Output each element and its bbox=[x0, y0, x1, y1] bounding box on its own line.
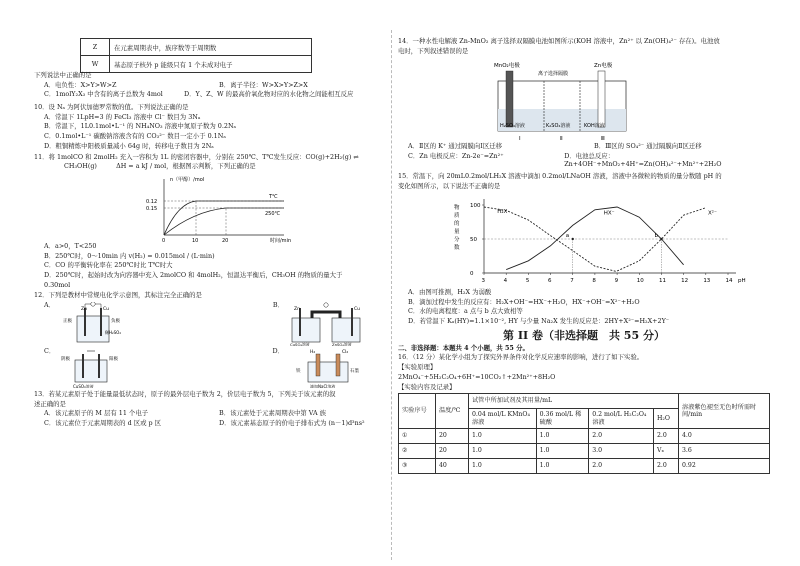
diagram-label: 正极 bbox=[63, 319, 73, 324]
question-12 bbox=[34, 292, 384, 388]
y-tick-label: 100 bbox=[470, 202, 481, 209]
question-stem: 10．设 Nₐ 为阿伏加德罗常数的值。下列说法正确的是 bbox=[34, 103, 189, 112]
table-cell: 20 bbox=[436, 444, 469, 459]
table-row bbox=[399, 429, 770, 444]
diagram-label: H₂ bbox=[310, 350, 316, 355]
y-tick-label: 0.12 bbox=[146, 198, 158, 205]
question-stem-cont: 变化如图所示，以下说法不正确的是 bbox=[398, 182, 501, 191]
question-stem-cont: 述正确的是 bbox=[34, 399, 66, 408]
x-axis-label: pH bbox=[738, 277, 746, 284]
table-cell: 1.0 bbox=[536, 429, 589, 444]
option-d-cont: 0.30mol bbox=[44, 280, 71, 289]
question-stem: 下列说法中正确的是 bbox=[34, 71, 92, 79]
question-11 bbox=[34, 154, 384, 290]
option-letter: A． bbox=[44, 301, 56, 309]
column-header: 0.36 mol/L 稀硫酸 bbox=[536, 409, 589, 429]
table-cell: 0.92 bbox=[679, 459, 770, 474]
y-axis-label-char: 的 bbox=[454, 220, 460, 227]
x-tick-label: 0 bbox=[162, 237, 166, 243]
question-15 bbox=[398, 173, 770, 325]
point-label: b bbox=[654, 232, 658, 239]
diagram-label: 滴加NaCl溶液 bbox=[310, 384, 336, 388]
element-description: 基态原子核外 p 能级只有 1 个未成对电子 bbox=[110, 56, 312, 73]
diagram-label: 阴极 bbox=[61, 357, 71, 362]
table-cell: ③ bbox=[399, 459, 436, 474]
option-d: D．250℃时，起始时改为向容器中充入 2molCO 和 4molH₂，恒温达平衡后，CH₃OH 的物质的量大于 bbox=[44, 270, 343, 279]
right-column bbox=[398, 38, 770, 474]
x-tick-label: 5 bbox=[525, 277, 530, 284]
galvanic-cell-b-diagram bbox=[284, 302, 374, 346]
table-cell: 3.0 bbox=[589, 444, 654, 459]
option-a: A．常温下 1LpH=3 的 FeCl₃ 溶液中 Cl⁻ 数目为 3Nₐ bbox=[44, 112, 201, 121]
option-a: A．a>0，T<250 bbox=[44, 241, 97, 250]
y-tick-label: 0.15 bbox=[146, 205, 158, 212]
part-title: 第 II 卷（非选择题 共 55 分） bbox=[503, 328, 665, 342]
option-letter: D． bbox=[272, 347, 284, 355]
table-cell: 2.0 bbox=[654, 459, 679, 474]
y-axis-label: n（甲醇）/mol bbox=[170, 176, 205, 183]
table-cell: 1.0 bbox=[469, 459, 537, 474]
option-d: D．粗铜精炼中阳极质量减小 64g 时，转移电子数目为 2Nₐ bbox=[44, 141, 214, 150]
table-row bbox=[81, 56, 312, 73]
section-heading: 二、非选择题：本题共 4 个小题，共 55 分。 bbox=[398, 343, 529, 352]
option-d bbox=[272, 348, 374, 388]
zone-label: Ⅰ bbox=[519, 136, 521, 143]
table-row bbox=[81, 39, 312, 56]
question-stem-cont: 电时，下列叙述错误的是 bbox=[398, 46, 469, 55]
diagram-label: Zn bbox=[294, 307, 300, 312]
diagram-label: Zn bbox=[81, 307, 87, 312]
option-c: C．水的电离程度：a 点与 b 点大致相等 bbox=[408, 307, 523, 316]
x-tick-label: 3 bbox=[481, 277, 485, 284]
option-a: A．由图可推测，H₂X 为弱酸 bbox=[408, 287, 492, 296]
solution-label: H₂SO₄溶液 bbox=[500, 123, 525, 130]
question-stem: 15．常温下，向 20mL0.2mol/LH₂X 溶液中滴加 0.2mol/LNaOH 溶液，溶液中各微粒的物质的量分数随 pH 的 bbox=[398, 172, 722, 181]
option-a bbox=[44, 302, 135, 346]
membrane-label: 离子选择隔膜 bbox=[538, 71, 569, 78]
table-cell: 1.0 bbox=[469, 444, 537, 459]
x-tick-label: 10 bbox=[636, 277, 644, 284]
option-a: A．该元素原子的 M 层有 11 个电子 bbox=[44, 409, 149, 418]
column-header: 实验序号 bbox=[399, 394, 436, 429]
solution-label: K₂SO₄溶液 bbox=[546, 123, 571, 130]
question-16-stem: 16．（12 分）某化学小组为了探究外界条件对化学反应速率的影响，进行了如下实验。 bbox=[398, 353, 644, 362]
column-header: 0.04 mol/L KMnO₄ 溶液 bbox=[469, 409, 537, 429]
question-9 bbox=[34, 72, 384, 101]
table-cell: 3.6 bbox=[679, 444, 770, 459]
option-b bbox=[273, 302, 374, 346]
x-tick-label: 12 bbox=[681, 277, 689, 284]
question-14 bbox=[398, 38, 770, 170]
table-cell: 1.0 bbox=[536, 459, 589, 474]
table-cell: 2.0 bbox=[654, 429, 679, 444]
question-stem: 11．将 1molCO 和 2molH₂ 充入一容积为 1L 的密闭容器中，分别在 250℃、T℃发生反应：CO(g)+2H₂(g) ⇌ bbox=[34, 152, 359, 161]
diagram-label: ZnSO₄溶液 bbox=[332, 342, 352, 346]
reaction-equation: 2MnO₄⁻+5H₂C₂O₄+6H⁺=10CO₂↑+2Mn²⁺+8H₂O bbox=[398, 372, 556, 381]
y-axis-label-char: 物 bbox=[454, 204, 460, 211]
question-stem: 13．若某元素原子处于能量最低状态时，原子的最外层电子数为 2，价层电子数为 5，下列关于该元素的叙 bbox=[34, 390, 336, 398]
zone-label: Ⅲ bbox=[601, 136, 605, 143]
column-header: 0.2 mol/L H₂C₂O₄ 溶液 bbox=[589, 409, 654, 429]
option-d: D．该元素基态原子的价电子排布式为 (n－1)d³ns² bbox=[219, 419, 365, 428]
element-symbol: W bbox=[81, 56, 110, 73]
solution-label: KOH溶液 bbox=[584, 123, 605, 130]
option-c: C．0.1mol•L⁻¹ 碳酸钠溶液含有的 CO₃²⁻ 数目一定小于 0.1Nₐ bbox=[44, 132, 226, 141]
option-letter: B． bbox=[272, 301, 284, 309]
option-c: C．1molY₂X₃ 中含有的离子总数为 4mol bbox=[44, 90, 163, 99]
option-a: A．Ⅱ区的 K⁺ 通过隔膜向Ⅰ区迁移 bbox=[408, 142, 502, 151]
column-header: 溶液紫色褪至无色时所需时间/min bbox=[679, 394, 770, 429]
option-b: B．滴加过程中发生的反应有：H₂X+OH⁻=HX⁻+H₂O，HX⁻+OH⁻=X²⁻+H₂O bbox=[408, 297, 640, 306]
column-header-group: 试管中所加试剂及其用量/mL bbox=[469, 394, 679, 409]
diagram-label: 铁 bbox=[296, 369, 301, 374]
x-tick-label: 14 bbox=[725, 277, 733, 284]
question-13 bbox=[34, 391, 384, 430]
series-label: X²⁻ bbox=[708, 210, 717, 217]
table-header-row bbox=[399, 394, 770, 409]
x-tick-label: 7 bbox=[570, 277, 574, 284]
principle-heading: 【实验原理】 bbox=[398, 363, 437, 372]
element-description: 在元素周期表中，族序数等于周期数 bbox=[110, 39, 312, 56]
x-axis-label: 时间/min bbox=[270, 237, 292, 243]
methanol-time-graph bbox=[134, 173, 314, 243]
option-c: C．Zn 电极反应：Zn-2e⁻=Zn²⁺ bbox=[408, 152, 504, 161]
series-line bbox=[484, 207, 617, 272]
diagram-label: CuSO₄溶液 bbox=[290, 342, 310, 346]
electrolysis-d-diagram bbox=[284, 348, 374, 388]
table-row bbox=[399, 444, 770, 459]
table-cell: 1.0 bbox=[469, 429, 537, 444]
diagram-label: Cu bbox=[354, 307, 360, 312]
series-label: H₂X bbox=[497, 208, 508, 215]
y-tick-label: 0 bbox=[470, 270, 474, 277]
option-d: D．若常温下 Kₐ(HY)=1.1×10⁻², HY 与少量 Na₂X 发生的反应是：2HY+X²⁻=H₂X+2Y⁻ bbox=[408, 316, 670, 325]
table-cell: ② bbox=[399, 444, 436, 459]
data-point bbox=[572, 238, 574, 240]
x-tick-label: 20 bbox=[222, 237, 229, 243]
element-table bbox=[80, 38, 312, 73]
y-axis-label-char: 质 bbox=[454, 212, 460, 219]
x-tick-label: 13 bbox=[703, 277, 711, 284]
table-cell: 40 bbox=[436, 459, 469, 474]
battery-cell-diagram bbox=[398, 57, 770, 143]
option-b: B．离子半径：W>X>Y>Z>X bbox=[219, 80, 308, 89]
data-point bbox=[660, 238, 662, 240]
table-cell: Vₓ bbox=[654, 444, 679, 459]
element-symbol: Z bbox=[81, 39, 110, 56]
diagram-label: 石墨 bbox=[350, 369, 359, 374]
x-tick-label: 9 bbox=[614, 277, 619, 284]
electrode-label: MnO₂电极 bbox=[494, 63, 520, 70]
option-b: B．常温下，1L0.1mol•L⁻¹ 的 NH₄NO₃ 溶液中氮原子数为 0.2Nₐ bbox=[44, 122, 237, 131]
record-heading: 【实验内容及记录】 bbox=[398, 382, 456, 391]
y-axis-label-char: 量 bbox=[454, 228, 460, 235]
question-stem: 12．下列是教材中常规电化学示意图，其标注完全正确的是 bbox=[34, 291, 202, 300]
galvanic-cell-a-diagram bbox=[55, 302, 135, 346]
table-cell: 20 bbox=[436, 429, 469, 444]
x-tick-label: 10 bbox=[192, 237, 199, 243]
question-stem-cont: CH₃OH(g) ΔH = a kJ / mol，根据图示判断，下列正确的是 bbox=[64, 162, 256, 171]
electrode-label: Zn电极 bbox=[594, 63, 613, 70]
option-c bbox=[44, 348, 135, 388]
column-header: H₂O bbox=[654, 409, 679, 429]
column-divider bbox=[391, 30, 392, 560]
diagram-label: 阳极 bbox=[109, 357, 119, 362]
series-label: HX⁻ bbox=[603, 210, 615, 217]
mno2-electrode bbox=[506, 71, 513, 127]
column-header: 温度/℃ bbox=[436, 394, 469, 429]
option-d: D．Y、Z、W 的最高价氧化物对应的水化物之间能相互反应 bbox=[184, 90, 354, 99]
table-cell: 1.0 bbox=[536, 444, 589, 459]
x-tick-label: 8 bbox=[592, 277, 596, 284]
experiment-table bbox=[398, 393, 770, 474]
zn-electrode bbox=[598, 71, 605, 127]
diagram-label: CuSO₄溶液 bbox=[73, 384, 94, 388]
table-cell: ① bbox=[399, 429, 436, 444]
point-label: a bbox=[565, 232, 570, 239]
x-tick-label: 6 bbox=[548, 277, 552, 284]
diagram-label: 稀H₂SO₄ bbox=[105, 330, 121, 335]
option-c: C．CO 的平衡转化率在 250℃时比 T℃时大 bbox=[44, 261, 173, 270]
y-tick-label: 50 bbox=[470, 236, 477, 243]
curve-t bbox=[164, 201, 284, 235]
x-tick-label: 11 bbox=[658, 277, 666, 284]
diagram-label: Cl₂ bbox=[342, 350, 349, 355]
option-a: A．电负性：X>Y>W>Z bbox=[44, 80, 117, 89]
curve-t-label: T℃ bbox=[269, 193, 278, 200]
option-b: B．Ⅲ区的 SO₄²⁻ 通过隔膜向Ⅱ区迁移 bbox=[594, 142, 702, 151]
diagram-label: Cu bbox=[103, 307, 110, 312]
y-axis-label-char: 分 bbox=[454, 236, 460, 243]
question-10 bbox=[34, 104, 384, 150]
left-column bbox=[34, 72, 384, 433]
curve-250-label: 250℃ bbox=[265, 210, 281, 217]
diagram-label: 负极 bbox=[111, 319, 121, 324]
zone-label: Ⅱ bbox=[560, 136, 563, 143]
table-cell: 2.0 bbox=[589, 429, 654, 444]
option-b: B．该元素处于元素周期表中第 VA 族 bbox=[219, 409, 327, 418]
x-tick-label: 4 bbox=[503, 277, 508, 284]
option-b: B．250℃时，0～10min 内 v(H₂) = 0.015mol / (L·min) bbox=[44, 251, 215, 260]
table-row bbox=[399, 459, 770, 474]
table-cell: 4.0 bbox=[679, 429, 770, 444]
option-letter: C． bbox=[44, 347, 56, 355]
y-axis-label-char: 数 bbox=[454, 244, 460, 251]
electrolysis-c-diagram bbox=[55, 348, 135, 388]
option-d: D．电池总反应：Zn+4OH⁻+MnO₂+4H⁺=Zn(OH)₄²⁻+Mn²⁺+2H₂O bbox=[564, 152, 722, 168]
option-c: C．该元素位于元素周期表的 d 区或 p 区 bbox=[44, 419, 162, 428]
table-cell: 2.0 bbox=[589, 459, 654, 474]
question-stem: 14．一种水性电解液 Zn-MnO₂ 离子选择双隔膜电池如图所示(KOH 溶液中，Zn²⁺ 以 Zn(OH)₄²⁻ 存在)。电池放 bbox=[398, 37, 720, 45]
ph-distribution-chart bbox=[398, 193, 770, 289]
